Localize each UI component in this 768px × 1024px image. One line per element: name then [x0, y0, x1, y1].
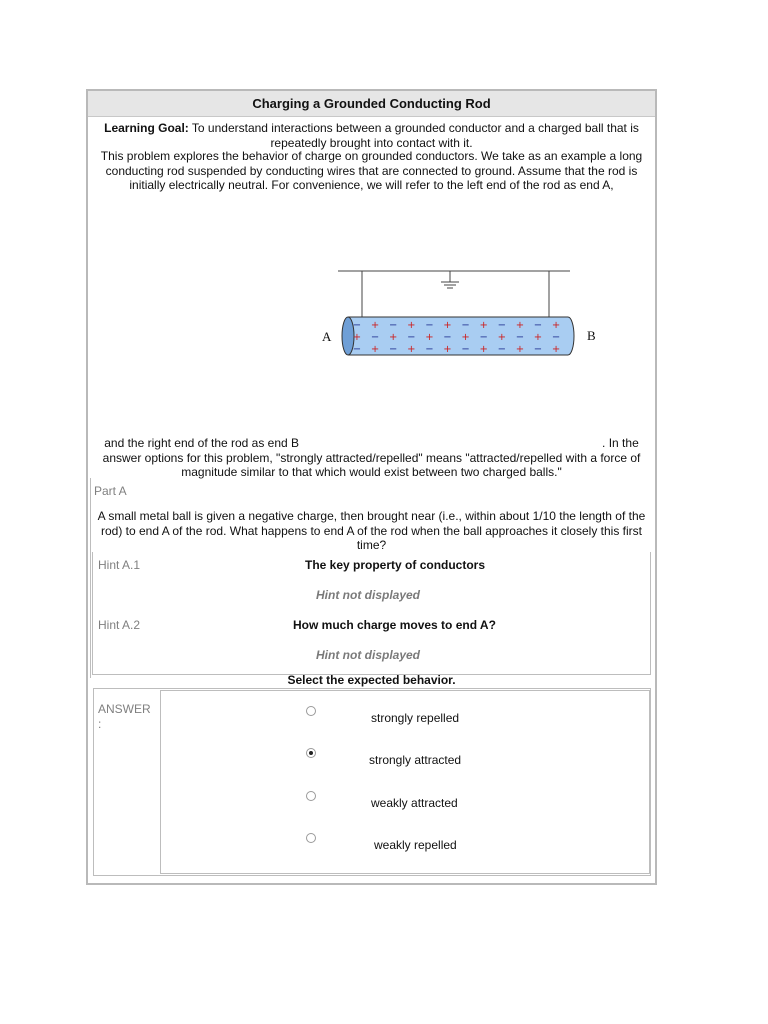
minus-charge: −: [497, 320, 506, 331]
plus-charge: +: [443, 320, 452, 331]
rod-diagram: [310, 262, 596, 372]
intro-paragraph: This problem explores the behavior of charge on grounded conductors. We take as an example a long conducting rod suspended by conducting wires that are connected to ground. Assume that the rod is initially electrically neutral. For convenience, we will refer to the left end of the rod as end A,: [100, 149, 643, 192]
option-radio-weakly-repelled[interactable]: [306, 833, 316, 843]
hint-a2-label: Hint A.2: [98, 618, 141, 632]
learning-goal-label: Learning Goal:: [104, 121, 189, 135]
learning-goal-text: To understand interactions between a grounded conductor and a charged ball that is repeatedly brought into contact with it.: [188, 121, 639, 150]
plus-charge: +: [479, 344, 488, 355]
plus-charge: +: [389, 332, 398, 343]
answer-options-text: . In the answer options for this problem, "strongly attracted/repelled" means "attracted/repelled with a force of magnitude similar to that which would exist between two charged balls.": [102, 436, 641, 479]
option-label-strongly-repelled[interactable]: strongly repelled: [371, 711, 460, 725]
label-end-b: B: [587, 328, 596, 343]
minus-charge: −: [389, 344, 398, 355]
minus-charge: −: [352, 320, 362, 331]
plus-charge: +: [370, 344, 380, 355]
minus-charge: −: [461, 320, 470, 331]
minus-charge: −: [352, 344, 362, 355]
plus-charge: +: [479, 320, 488, 331]
minus-charge: −: [533, 344, 543, 355]
minus-charge: −: [533, 320, 543, 331]
answer-label-colon: :: [98, 717, 102, 731]
plus-charge: +: [352, 332, 362, 343]
minus-charge: −: [443, 332, 452, 343]
plus-charge: +: [551, 344, 561, 355]
paragraph-end-b: [90, 436, 653, 480]
minus-charge: −: [515, 332, 525, 343]
answer-label: [98, 702, 151, 732]
hint-a1-label: Hint A.1: [98, 558, 141, 572]
plus-charge: +: [515, 344, 525, 355]
hint-a1-title[interactable]: The key property of conductors: [305, 558, 486, 572]
option-radio-strongly-attracted[interactable]: [306, 748, 316, 758]
plus-charge: +: [425, 332, 434, 343]
label-end-a: A: [322, 329, 332, 344]
minus-charge: −: [425, 320, 434, 331]
option-label-weakly-attracted[interactable]: weakly attracted: [371, 796, 458, 810]
plus-charge: +: [370, 320, 380, 331]
problem-title: Charging a Grounded Conducting Rod: [88, 91, 655, 117]
plus-charge: +: [461, 332, 470, 343]
select-prompt: Select the expected behavior.: [287, 673, 456, 687]
minus-charge: −: [461, 344, 470, 355]
hint-a2-title[interactable]: How much charge moves to end A?: [293, 618, 496, 632]
hint-a2-status: Hint not displayed: [316, 648, 421, 662]
minus-charge: −: [407, 332, 416, 343]
answer-label-text: ANSWER: [98, 702, 151, 716]
minus-charge: −: [497, 344, 506, 355]
minus-charge: −: [479, 332, 488, 343]
learning-goal: [90, 121, 653, 150]
minus-charge: −: [389, 320, 398, 331]
part-a-question: A small metal ball is given a negative charge, then brought near (i.e., within about 1/10 the length of the rod) to end A of the rod. What happens to end A of the rod when the ball approaches it closely this first time?: [97, 509, 646, 552]
minus-charge: −: [370, 332, 380, 343]
option-label-weakly-repelled[interactable]: weakly repelled: [374, 838, 457, 852]
option-label-strongly-attracted[interactable]: strongly attracted: [369, 753, 462, 767]
option-radio-strongly-repelled[interactable]: [306, 706, 316, 716]
end-b-text: and the right end of the rod as end B: [104, 436, 300, 450]
plus-charge: +: [407, 320, 416, 331]
minus-charge: −: [551, 332, 561, 343]
plus-charge: +: [515, 320, 525, 331]
plus-charge: +: [533, 332, 543, 343]
plus-charge: +: [497, 332, 506, 343]
hint-a1-status: Hint not displayed: [316, 588, 421, 602]
plus-charge: +: [407, 344, 416, 355]
minus-charge: −: [425, 344, 434, 355]
option-radio-weakly-attracted[interactable]: [306, 791, 316, 801]
plus-charge: +: [551, 320, 561, 331]
part-a-label: Part A: [94, 484, 127, 498]
plus-charge: +: [443, 344, 452, 355]
